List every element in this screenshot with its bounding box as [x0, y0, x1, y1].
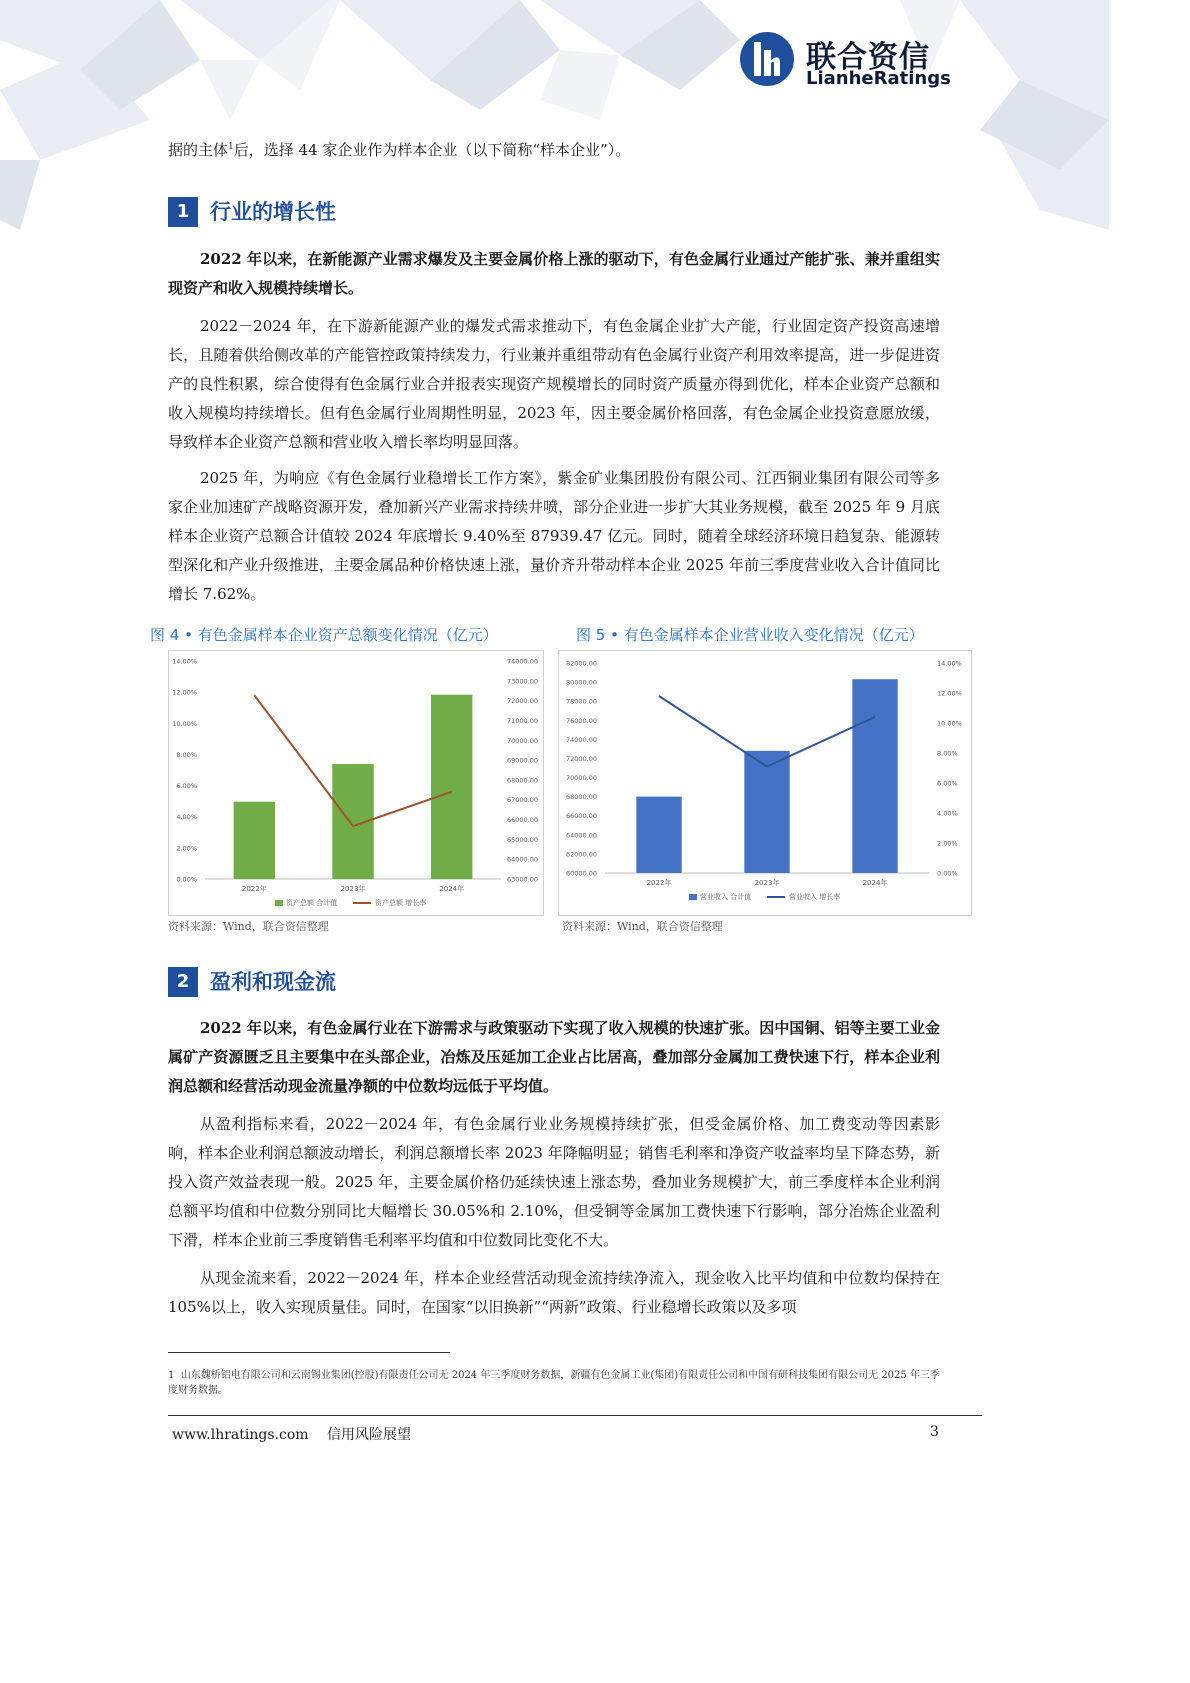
section-number: 2 — [168, 967, 198, 997]
figure-5-caption: 图 5 • 有色金属样本企业营业收入变化情况（亿元） — [576, 626, 924, 644]
left-axis-tick-label: 78000.00 — [565, 697, 597, 706]
x-axis-tick-label: 2022年 — [646, 879, 672, 887]
left-axis-tick-label: 4.00% — [176, 813, 197, 822]
footnote-number: 1 — [168, 1370, 175, 1381]
chart-bar — [636, 797, 681, 873]
figure-5-source: 资料来源：Wind，联合资信整理 — [562, 920, 723, 933]
section-title: 行业的增长性 — [210, 200, 336, 224]
legend-label: 资产总额 增长率 — [375, 899, 427, 907]
intro-text-a: 据的主体 — [168, 141, 229, 159]
x-axis-tick-label: 2023年 — [340, 885, 366, 893]
left-axis-tick-label: 80000.00 — [565, 678, 597, 687]
left-axis-tick-label: 12.00% — [172, 688, 197, 697]
x-axis-tick-label: 2023年 — [754, 879, 780, 887]
chart-bar — [744, 751, 789, 873]
right-axis-tick-label: 8.00% — [937, 749, 958, 758]
footnote — [168, 1368, 940, 1398]
figure-5-chart — [558, 650, 972, 916]
left-axis-tick-label: 8.00% — [176, 750, 197, 759]
right-axis-tick-label: 65000.00 — [507, 835, 539, 844]
left-axis-tick-label: 14.00% — [172, 657, 197, 666]
right-axis-tick-label: 67000.00 — [507, 796, 539, 805]
brand-logo — [738, 30, 968, 92]
x-axis-tick-label: 2022年 — [241, 885, 267, 893]
left-axis-tick-label: 72000.00 — [565, 754, 597, 763]
intro-text-b: 后，选择 44 家企业作为样本企业（以下简称“样本企业”）。 — [233, 141, 631, 159]
section-title: 盈利和现金流 — [210, 970, 336, 994]
left-axis-tick-label: 74000.00 — [565, 735, 597, 744]
chart-bar — [852, 679, 897, 873]
section-2-paragraph-2: 从现金流来看，2022－2024 年，样本企业经营活动现金流持续净流入，现金收入比平均值和中位数均保持在 105%以上，收入实现质量佳。同时，在国家“以旧换新”“两新”政策、行业稳增长政策以及多项 — [168, 1269, 940, 1316]
right-axis-tick-label: 69000.00 — [507, 756, 539, 765]
right-axis-tick-label: 72000.00 — [507, 697, 539, 706]
right-axis-tick-label: 73000.00 — [507, 677, 539, 686]
footnote-divider — [168, 1352, 450, 1353]
right-axis-tick-label: 14.00% — [937, 659, 962, 668]
revenue-chart-svg — [559, 651, 971, 915]
section-number: 1 — [168, 197, 198, 227]
footnote-text: 山东魏桥铝电有限公司和云南锡业集团(控股)有限责任公司无 2024 年三季度财务数据，新疆有色金属工业(集团)有限责任公司和中国有研科技集团有限公司无 2025 年三季度财务数据。 — [168, 1370, 940, 1396]
figure-4-caption: 图 4 • 有色金属样本企业资产总额变化情况（亿元） — [150, 626, 498, 644]
legend-label: 资产总额 合计值 — [286, 899, 338, 907]
right-axis-tick-label: 0.00% — [937, 869, 958, 878]
x-axis-tick-label: 2024年 — [862, 879, 888, 887]
right-axis-tick-label: 70000.00 — [507, 736, 539, 745]
chart-bar — [234, 802, 275, 879]
right-axis-tick-label: 2.00% — [937, 839, 958, 848]
intro-paragraph — [168, 136, 940, 165]
right-axis-tick-label: 12.00% — [937, 689, 962, 698]
right-axis-tick-label: 6.00% — [937, 779, 958, 788]
legend-label: 营业收入 合计值 — [700, 893, 752, 901]
footer — [172, 1424, 411, 1444]
section-1-paragraph-2: 2025 年，为响应《有色金属行业稳增长工作方案》，紫金矿业集团股份有限公司、江西铜业集团有限公司等多家企业加速矿产战略资源开发，叠加新兴产业需求持续井喷，部分企业进一步扩大其业务规模，截至 2025 年 9 月底样本企业资产总额合计值较 2024 年底增长 9.40%至 87939.47 亿元。同时，随着全球经济环境日趋复杂、能源转型深化和产业升级推进，主要金属品种价格快速上涨，量价齐升带动样本企业 2025 年前三季度营业收入合计值同比增长 7.62%。 — [168, 469, 940, 603]
right-axis-tick-label: 63000.00 — [507, 875, 539, 884]
figure-4-source: 资料来源：Wind，联合资信整理 — [168, 920, 329, 933]
section-2-paragraph-1: 从盈利指标来看，2022－2024 年，有色金属行业业务规模持续扩张，但受金属价格、加工费变动等因素影响，样本企业利润总额波动增长，利润总额增长率 2023 年降幅明显；销售毛利率和净资产收益率均呈下降态势，新投入资产效益表现一般。2025 年，主要金属价格仍延续快速上涨态势，叠加业务规模扩大，前三季度样本企业利润总额平均值和中位数分别同比大幅增长 30.05%和 2.10%，但受铜等金属加工费快速下行影响，部分冶炼企业盈利下滑，样本企业前三季度销售毛利率平均值和中位数同比变化不大。 — [168, 1115, 940, 1249]
left-axis-tick-label: 10.00% — [172, 719, 197, 728]
right-axis-tick-label: 64000.00 — [507, 855, 539, 864]
right-axis-tick-label: 10.00% — [937, 719, 962, 728]
right-axis-tick-label: 66000.00 — [507, 816, 539, 825]
footer-title: 信用风险展望 — [327, 1427, 411, 1443]
left-axis-tick-label: 82000.00 — [565, 659, 597, 668]
section-1-lead: 2022 年以来，在新能源产业需求爆发及主要金属价格上涨的驱动下，有色金属行业通过产能扩张、兼并重组实现资产和收入规模持续增长。 — [168, 250, 940, 297]
left-axis-tick-label: 2.00% — [176, 844, 197, 853]
left-axis-tick-label: 68000.00 — [565, 793, 597, 802]
left-axis-tick-label: 66000.00 — [565, 812, 597, 821]
chart-bar — [431, 695, 472, 879]
left-axis-tick-label: 62000.00 — [565, 850, 597, 859]
lianhe-logo-icon — [738, 30, 796, 88]
footer-website-link[interactable]: www.lhratings.com — [172, 1427, 309, 1443]
figure-4-chart — [168, 650, 544, 916]
legend-label: 营业收入 增长率 — [789, 893, 841, 901]
footnote-ref[interactable]: 1 — [228, 142, 234, 152]
right-axis-tick-label: 68000.00 — [507, 776, 539, 785]
legend-swatch-bar — [689, 894, 697, 900]
section-1-paragraph-1: 2022－2024 年，在下游新能源产业的爆发式需求推动下，有色金属企业扩大产能，行业固定资产投资高速增长，且随着供给侧改革的产能管控政策持续发力，行业兼并重组带动有色金属行业资产利用效率提高，进一步促进资产的良性积累，综合使得有色金属行业合并报表实现资产规模增长的同时资产质量亦得到优化，样本企业资产总额和收入规模均持续增长。但有色金属行业周期性明显，2023 年，因主要金属价格回落，有色金属企业投资意愿放缓，导致样本企业资产总额和营业收入增长率均明显回落。 — [168, 317, 940, 451]
brand-name-cn: 联合资信 — [806, 40, 930, 75]
left-axis-tick-label: 76000.00 — [565, 716, 597, 725]
brand-name-en: LianheRatings — [806, 68, 951, 89]
left-axis-tick-label: 64000.00 — [565, 831, 597, 840]
right-axis-tick-label: 4.00% — [937, 809, 958, 818]
asset-chart-svg — [169, 651, 543, 915]
left-axis-tick-label: 60000.00 — [565, 869, 597, 878]
left-axis-tick-label: 6.00% — [176, 782, 197, 791]
legend-swatch-bar — [275, 900, 283, 906]
section-2-lead: 2022 年以来，有色金属行业在下游需求与政策驱动下实现了收入规模的快速扩张。因中国铜、铝等主要工业金属矿产资源匮乏且主要集中在头部企业，冶炼及压延加工企业占比居高，叠加部分金属加工费快速下行，样本企业利润总额和经营活动现金流量净额的中位数均远低于平均值。 — [168, 1019, 940, 1095]
right-axis-tick-label: 71000.00 — [507, 716, 539, 725]
page-number: 3 — [930, 1424, 939, 1440]
left-axis-tick-label: 0.00% — [176, 875, 197, 884]
footer-divider — [168, 1415, 982, 1416]
x-axis-tick-label: 2024年 — [439, 885, 465, 893]
left-axis-tick-label: 70000.00 — [565, 774, 597, 783]
right-axis-tick-label: 74000.00 — [507, 657, 539, 666]
